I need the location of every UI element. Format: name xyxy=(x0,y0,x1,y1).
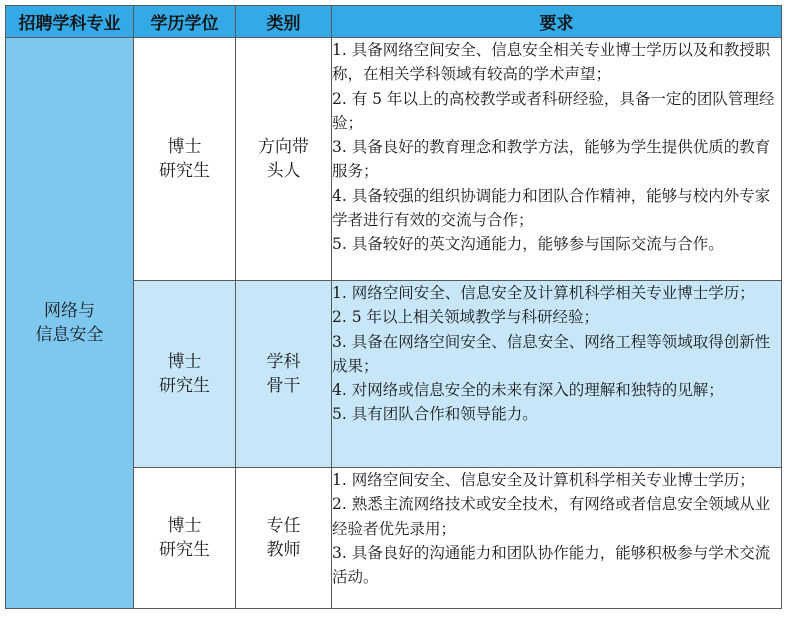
type-line: 头人 xyxy=(266,161,301,181)
requirement-item: 5. 具有团队合作和领导能力。 xyxy=(332,405,538,424)
requirement-item: 2. 5 年以上相关领域教学与科研经验； xyxy=(332,308,600,327)
requirement-item: 1. 网络空间安全、信息安全及计算机科学相关专业博士学历； xyxy=(332,471,755,489)
degree-line: 研究生 xyxy=(159,540,210,560)
header-row xyxy=(6,6,782,38)
requirements-cell xyxy=(332,281,782,468)
degree-line: 博士 xyxy=(167,352,202,372)
degree-cell xyxy=(134,468,236,609)
type-line: 骨干 xyxy=(266,376,301,396)
header-type: 类别 xyxy=(236,6,332,38)
requirement-item: 1. 网络空间安全、信息安全及计算机科学相关专业博士学历； xyxy=(332,284,755,302)
type-cell xyxy=(236,281,332,468)
recruitment-table xyxy=(5,5,782,609)
header-major: 招聘学科专业 xyxy=(6,6,134,38)
requirements-cell xyxy=(332,38,782,281)
major-line: 网络与 xyxy=(44,301,95,321)
requirement-item: 2. 熟悉主流网络技术或安全技术，有网络或者信息安全领域从业经验者优先录用； xyxy=(332,495,771,538)
header-requirements: 要求 xyxy=(332,6,782,38)
requirement-item: 4. 具备较强的组织协调能力和团队合作精神，能够与校内外专家学者进行有效的交流与合作； xyxy=(332,186,771,230)
header-degree: 学历学位 xyxy=(134,6,236,38)
degree-line: 博士 xyxy=(167,516,202,536)
requirements-cell xyxy=(332,468,782,609)
requirement-item: 5. 具备较好的英文沟通能力，能够参与国际交流与合作。 xyxy=(332,235,724,254)
requirement-item: 3. 具备良好的沟通能力和团队协作能力，能够积极参与学术交流活动。 xyxy=(332,543,771,587)
degree-line: 研究生 xyxy=(159,376,210,396)
type-line: 专任 xyxy=(266,516,301,536)
type-cell xyxy=(236,468,332,609)
degree-cell xyxy=(134,38,236,281)
major-cell xyxy=(6,38,134,609)
requirement-item: 4. 对网络或信息安全的未来有深入的理解和独特的见解； xyxy=(332,381,724,400)
requirement-item: 1. 具备网络空间安全、信息安全相关专业博士学历以及和教授职称，在相关学科领域有较高的学术声望； xyxy=(332,41,771,84)
degree-cell xyxy=(134,281,236,468)
table-row xyxy=(6,38,782,281)
major-line: 信息安全 xyxy=(35,325,104,345)
degree-line: 研究生 xyxy=(159,161,210,181)
type-line: 教师 xyxy=(266,540,301,560)
degree-line: 博士 xyxy=(167,137,202,157)
type-line: 方向带 xyxy=(258,137,309,157)
type-line: 学科 xyxy=(266,352,301,372)
type-cell xyxy=(236,38,332,281)
requirement-item: 3. 具备良好的教育理念和教学方法，能够为学生提供优质的教育服务； xyxy=(332,138,771,181)
requirement-item: 2. 有 5 年以上的高校教学或者科研经验，具备一定的团队管理经验； xyxy=(332,89,775,132)
requirement-item: 3. 具备在网络空间安全、信息安全、网络工程等领域取得创新性成果； xyxy=(332,332,771,375)
